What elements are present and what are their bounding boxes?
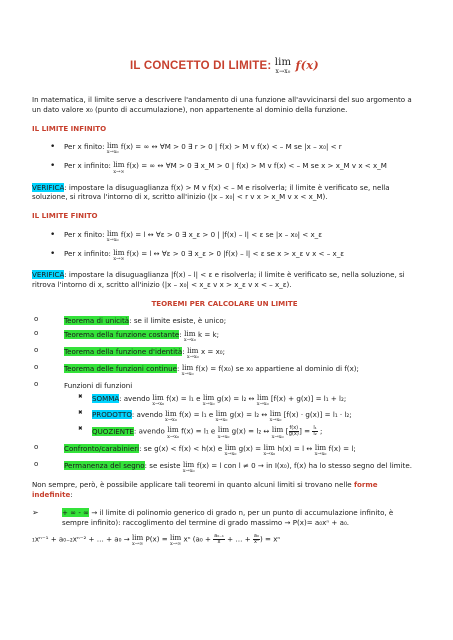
polynomial-formula: ₁xⁿ⁻¹ + a₀₋₂xⁿ⁻² + … + a₀ → lim x→∞ P(x) = lim x→∞ xⁿ (a₀ + $\frac{\text{a₀₋₁}}{x}$ + … + $\frac{\text{a₀}}{\text{xⁿ}}$ ) = xⁿ	[32, 532, 281, 547]
theorems-list	[32, 316, 417, 473]
page-title: IL CONCETTO DI LIMITE: lim x→x₀ f(x)	[130, 57, 319, 75]
list-item: ✖ SOMMA: avendo lim x→x₀ f(x) = l₁ e lim x→x₀ g(x) = l₂ ↔ lim x→x₀ [f(x) + g(x)] = l₁ + l₂;	[64, 394, 417, 407]
verifica-highlight: VERIFICA	[32, 182, 65, 192]
list-item: • Per x finito: lim x→x₀ f(x) = l ↔ ∀ε > 0 ∃ x_ε > 0 | |f(x) – l| < ε se |x – x₀| < x_ε	[50, 230, 417, 243]
list-item: o Teorema delle funzioni continue: lim x→x₀ f(x) = f(x₀) se x₀ appartiene al dominio di f(x);	[32, 364, 417, 377]
list-item: o Teorema della funzione costante: lim x→x₀ k = k;	[32, 330, 417, 343]
section-heading-finite: IL LIMITE FINITO	[32, 211, 98, 221]
section-heading-infinite: IL LIMITE INFINITO	[32, 123, 107, 133]
indefinite-forms-paragraph: Non sempre, però, è possibile applicare tali teoremi in quanto alcuni limiti si trovano nelle forme indefinite:	[32, 479, 378, 499]
list-item: • Per x infinito: lim x→∞ f(x) = ∞ ↔ ∀M > 0 ∃ x_M > 0 | f(x) > M v f(x) < – M se x > x_M v x < x_M	[50, 161, 417, 174]
list-item: • Per x infinito: lim x→∞ f(x) = l ↔ ∀ε > 0 ∃ x_ε > 0 |f(x) – l| < ε se x > x_ε v x < – x_ε	[50, 249, 417, 262]
list-item: • Per x finito: lim x→x₀ f(x) = ∞ ↔ ∀M > 0 ∃ r > 0 | f(x) > M v f(x) < – M se |x – x₀| < r	[50, 142, 417, 155]
list-item: o Confronto/carabinieri: se g(x) < f(x) < h(x) e lim x→x₀ g(x) = lim x→x₀ h(x) = l ↔ lim x→x₀ f(x) = l;	[32, 444, 417, 457]
list-item: ✖ QUOZIENTE: avendo lim x→x₀ f(x) = l₁ e lim x→x₀ g(x) = l₂ ↔ lim x→x₀ [ $\frac{f(x)}{g(x)}$ ] = $\frac{\text{l₁}}{\text{l₂}}$ ;	[64, 426, 417, 439]
indefinite-forms-list	[32, 508, 417, 528]
list-item: o Teorema della funzione d'identità: lim x→x₀ x = x₀;	[32, 347, 417, 360]
intro-paragraph: In matematica, il limite serve a descrivere l'andamento di una funzione all'avvicinarsi del suo argomento a un dato valore x₀ (punto di accumulazione), non appartenente al dominio della funzione.	[32, 95, 412, 114]
list-item: o Funzioni di funzioni ✖ SOMMA: avendo lim x→x₀ f(x) = l₁ e lim x→x₀ g(x) = l₂ ↔ lim x→x₀ [f(x) + g(x)] = l₁ + l₂; ✖ PRODOTTO: avendo lim x→x₀ f(x) = l₁ e lim x→x₀ g(x) = l₂ ↔ lim x→x₀ [f(x) · g(x)] = l₁ · l₂; ✖ QUOZIENTE: avendo lim x→x₀ f(x) = l₁ e lim x→x₀ g(x) = l₂ ↔ lim x→x₀ [ $\frac{f(x)}{g(x)}$ ] = $\frac{\text{l₁}}{\text{l₂}}$ ;	[32, 381, 417, 439]
infinite-definition-list	[50, 142, 417, 174]
list-item: ➢ + ∞ - ∞ → il limite di polinomio generico di grado n, per un punto di accumulazione infinito, è sempre infinito): raccoglimento del termine di grado massimo → P(x)= a₀xⁿ + a₀.	[32, 508, 417, 528]
list-item: o Teorema di unicità: se il limite esiste, è unico;	[32, 316, 417, 326]
list-item: ✖ PRODOTTO: avendo lim x→x₀ f(x) = l₁ e lim x→x₀ g(x) = l₂ ↔ lim x→x₀ [f(x) · g(x)] = l₁ · l₂;	[64, 410, 417, 423]
verifica-highlight: VERIFICA	[32, 270, 65, 280]
verifica-paragraph: VERIFICA: impostare la disuguaglianza |f(x) – l| < ε e risolverla; il limite è verificato se, nella soluzione, si ritrova l'intorno di x, scritto all'inizio (|x – x₀| < x_ε v x > x_ε v x < – x_ε).	[32, 270, 405, 289]
list-item: o Permanenza del segno: se esiste lim x→x₀ f(x) = l con l ≠ 0 → in I(x₀), f(x) ha lo stesso segno del limite.	[32, 461, 417, 474]
verifica-paragraph: VERIFICA: impostare la disuguaglianza f(x) > M v f(x) < – M e risolverla; il limite è verificato se, nella soluzione, si ritrova l'intorno di x, scritto all'inizio (|x – x₀| < r v x > x_M v x < x_M).	[32, 182, 390, 202]
section-heading-theorems: TEOREMI PER CALCOLARE UN LIMITE	[151, 298, 298, 308]
limit-symbol: lim x→x₀	[274, 57, 292, 75]
finite-definition-list	[50, 230, 417, 262]
composite-theorems-list	[64, 394, 417, 439]
